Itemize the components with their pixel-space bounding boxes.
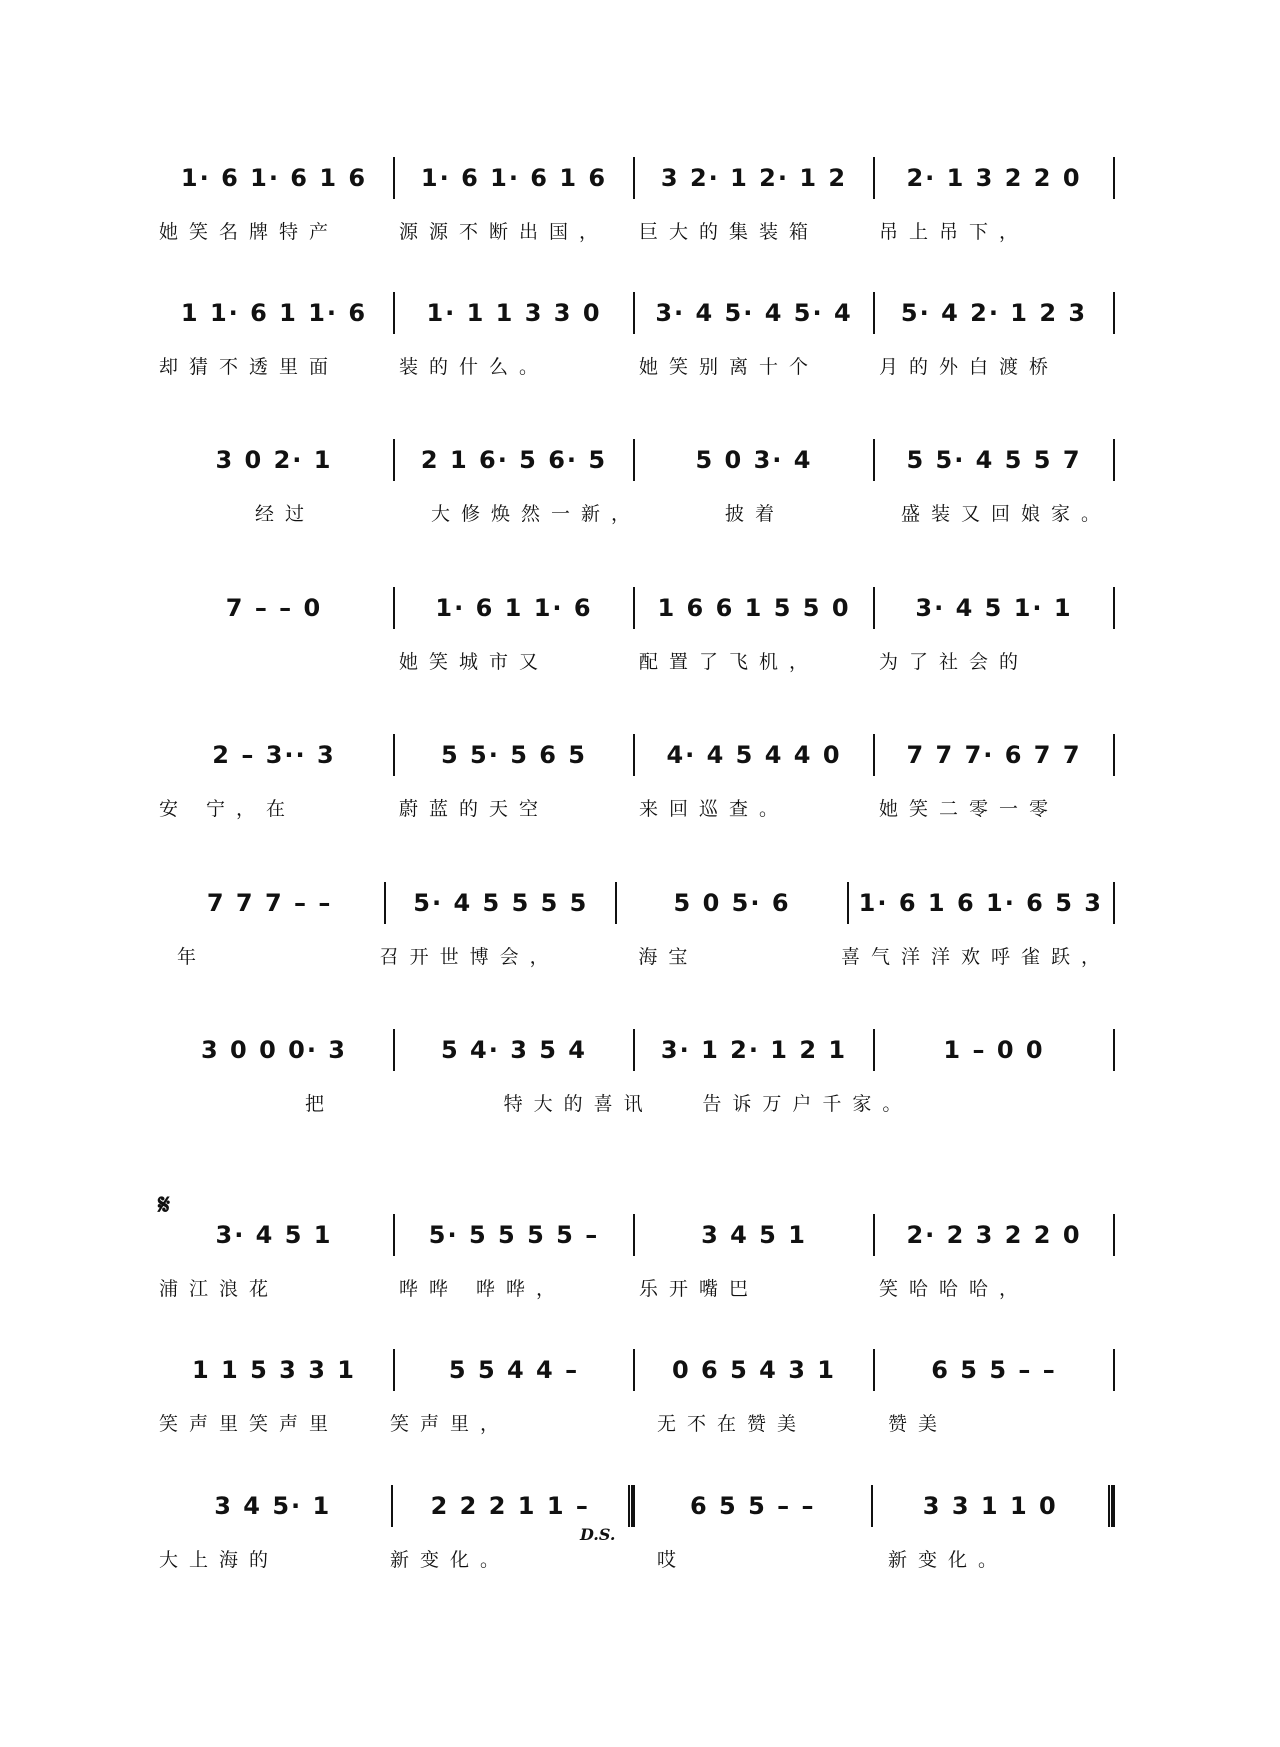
measure: 2· 1 3 2 2 0 xyxy=(906,164,1082,192)
lyric-segment: 笑声里笑声里 xyxy=(159,1412,340,1435)
notation-line xyxy=(155,430,1115,490)
measure: 2· 2 3 2 2 0 xyxy=(906,1221,1082,1249)
measure: 1· 6 1· 6 1 6 xyxy=(420,164,608,192)
notation-line xyxy=(155,1476,1115,1536)
lyric-segment: 吊上吊下， xyxy=(879,220,1030,243)
notation-line xyxy=(155,1020,1115,1080)
lyric-segment: 新变化。 xyxy=(390,1548,511,1571)
measure: 0 6 5 4 3 1 xyxy=(672,1356,836,1384)
lyric-segment: 配置了飞机， xyxy=(639,650,820,673)
lyric-segment: 哗哗 哗哗， xyxy=(399,1277,567,1300)
score-system-8 xyxy=(155,1205,1115,1315)
measure: 7 – – 0 xyxy=(225,594,323,622)
lyrics-line xyxy=(155,1404,1115,1440)
barline xyxy=(1113,157,1115,199)
lyric-segment: 盛装又回娘家。 xyxy=(900,502,1111,525)
lyrics-line xyxy=(155,1084,1115,1120)
measure: 7 7 7 – – xyxy=(206,889,333,917)
notation-line xyxy=(155,725,1115,785)
barline xyxy=(1113,587,1115,629)
lyric-segment: 她笑城市又 xyxy=(399,650,550,673)
measure: 1· 6 1 6 1· 6 5 3 xyxy=(858,889,1103,917)
measure: 2 1 6· 5 6· 5 xyxy=(420,446,608,474)
lyrics-line xyxy=(155,347,1115,383)
lyric-segment: 新变化。 xyxy=(888,1548,1009,1571)
measure: 1· 6 1 1· 6 xyxy=(435,594,593,622)
measure: 3· 4 5 1 xyxy=(215,1221,333,1249)
barline xyxy=(1113,882,1115,924)
barline xyxy=(1113,292,1115,334)
lyric-segment: 却猜不透里面 xyxy=(159,355,340,378)
measure: 3· 4 5 1· 1 xyxy=(915,594,1073,622)
measure: 2 2 2 1 1 – xyxy=(430,1492,590,1520)
lyric-segment: 喜气洋洋欢呼雀跃， xyxy=(840,945,1111,968)
measure: 1 6 6 1 5 5 0 xyxy=(657,594,851,622)
measure: 3 4 5 1 xyxy=(701,1221,807,1249)
measure: 3 0 2· 1 xyxy=(215,446,333,474)
barline xyxy=(1113,1214,1115,1256)
lyric-segment: 哎 xyxy=(657,1548,688,1571)
lyric-segment: 告诉万户千家。 xyxy=(702,1092,913,1115)
measure: 5 0 5· 6 xyxy=(673,889,791,917)
lyric-segment: 海宝 xyxy=(638,945,699,968)
measure: 5 5 4 4 – xyxy=(448,1356,580,1384)
measure: 3 3 1 1 0 xyxy=(922,1492,1058,1520)
measure: 5· 5 5 5 5 – xyxy=(428,1221,600,1249)
lyric-segment: 蔚蓝的天空 xyxy=(399,797,550,820)
lyric-segment: 来回巡查。 xyxy=(639,797,790,820)
measure: 5 5· 4 5 5 7 xyxy=(906,446,1082,474)
notation-line xyxy=(155,578,1115,638)
lyric-segment: 经过 xyxy=(255,502,316,525)
measure: 6 5 5 – – xyxy=(931,1356,1057,1384)
measure: 1· 1 1 3 3 0 xyxy=(426,299,602,327)
lyric-segment: 笑声里， xyxy=(390,1412,511,1435)
lyrics-line xyxy=(155,642,1115,678)
lyric-segment: 大上海的 xyxy=(159,1548,280,1571)
measure: 2 – 3·· 3 xyxy=(212,741,336,769)
measure: 5 0 3· 4 xyxy=(695,446,813,474)
lyric-segment: 乐开嘴巴 xyxy=(639,1277,760,1300)
score-system-7 xyxy=(155,1020,1115,1130)
score-system-3 xyxy=(155,430,1115,540)
measure: 5 5· 5 6 5 xyxy=(440,741,588,769)
measure: 1 1 5 3 3 1 xyxy=(192,1356,356,1384)
final-barline xyxy=(1108,1485,1115,1527)
lyric-segment: 披着 xyxy=(725,502,786,525)
measure: 3 2· 1 2· 1 2 xyxy=(660,164,848,192)
lyric-segment: 特大的喜讯 xyxy=(503,1092,654,1115)
measure: 3· 4 5· 4 5· 4 xyxy=(655,299,853,327)
lyric-segment: 浦江浪花 xyxy=(159,1277,280,1300)
lyric-segment: 召开世博会， xyxy=(379,945,560,968)
lyric-segment: 装的什么。 xyxy=(399,355,550,378)
barline xyxy=(1113,1349,1115,1391)
barline xyxy=(1113,734,1115,776)
score-system-4 xyxy=(155,578,1115,688)
barline xyxy=(1113,1029,1115,1071)
lyric-segment: 月的外白渡桥 xyxy=(879,355,1060,378)
lyric-segment: 把 xyxy=(305,1092,336,1115)
measure: 3 4 5· 1 xyxy=(214,1492,332,1520)
notation-line xyxy=(155,148,1115,208)
lyric-segment: 无不在赞美 xyxy=(657,1412,808,1435)
ds-mark: D.S. xyxy=(580,1525,616,1544)
measure: 1· 6 1· 6 1 6 xyxy=(180,164,368,192)
notation-line xyxy=(155,1205,1115,1265)
lyric-segment: 她笑别离十个 xyxy=(639,355,820,378)
lyric-segment: 她笑名牌特产 xyxy=(159,220,340,243)
score-system-5 xyxy=(155,725,1115,835)
double-barline xyxy=(628,1485,635,1527)
lyric-segment: 她笑二零一零 xyxy=(879,797,1060,820)
lyric-segment: 源源不断出国， xyxy=(399,220,610,243)
score-system-1 xyxy=(155,148,1115,258)
lyric-segment: 大修焕然一新， xyxy=(430,502,641,525)
lyric-segment: 赞美 xyxy=(888,1412,949,1435)
segno-mark: 𝄋 xyxy=(158,1188,171,1221)
lyrics-line xyxy=(155,789,1115,825)
measure: 3· 1 2· 1 2 1 xyxy=(660,1036,848,1064)
lyrics-line xyxy=(155,1540,1115,1576)
measure: 5 4· 3 5 4 xyxy=(440,1036,588,1064)
lyrics-line xyxy=(155,212,1115,248)
lyric-segment: 年 xyxy=(177,945,208,968)
score-system-2 xyxy=(155,283,1115,393)
lyric-segment: 安 宁，在 xyxy=(159,797,297,820)
notation-line xyxy=(155,873,1115,933)
notation-line xyxy=(155,283,1115,343)
measure: 5· 4 2· 1 2 3 xyxy=(900,299,1088,327)
measure: 1 1· 6 1 1· 6 xyxy=(180,299,368,327)
measure: 7 7 7· 6 7 7 xyxy=(906,741,1082,769)
lyrics-line xyxy=(155,1269,1115,1305)
score-system-10 xyxy=(155,1476,1115,1586)
lyric-segment: 为了社会的 xyxy=(879,650,1030,673)
score-system-9 xyxy=(155,1340,1115,1450)
barline xyxy=(1113,439,1115,481)
measure: 4· 4 5 4 4 0 xyxy=(666,741,842,769)
lyrics-line xyxy=(155,937,1115,973)
lyric-segment: 笑哈哈哈， xyxy=(879,1277,1030,1300)
score-system-6 xyxy=(155,873,1115,983)
lyric-segment: 巨大的集装箱 xyxy=(639,220,820,243)
measure: 6 5 5 – – xyxy=(689,1492,816,1520)
measure: 5· 4 5 5 5 5 xyxy=(413,889,589,917)
notation-line xyxy=(155,1340,1115,1400)
lyrics-line xyxy=(155,494,1115,530)
measure: 3 0 0 0· 3 xyxy=(200,1036,348,1064)
measure: 1 – 0 0 xyxy=(943,1036,1045,1064)
